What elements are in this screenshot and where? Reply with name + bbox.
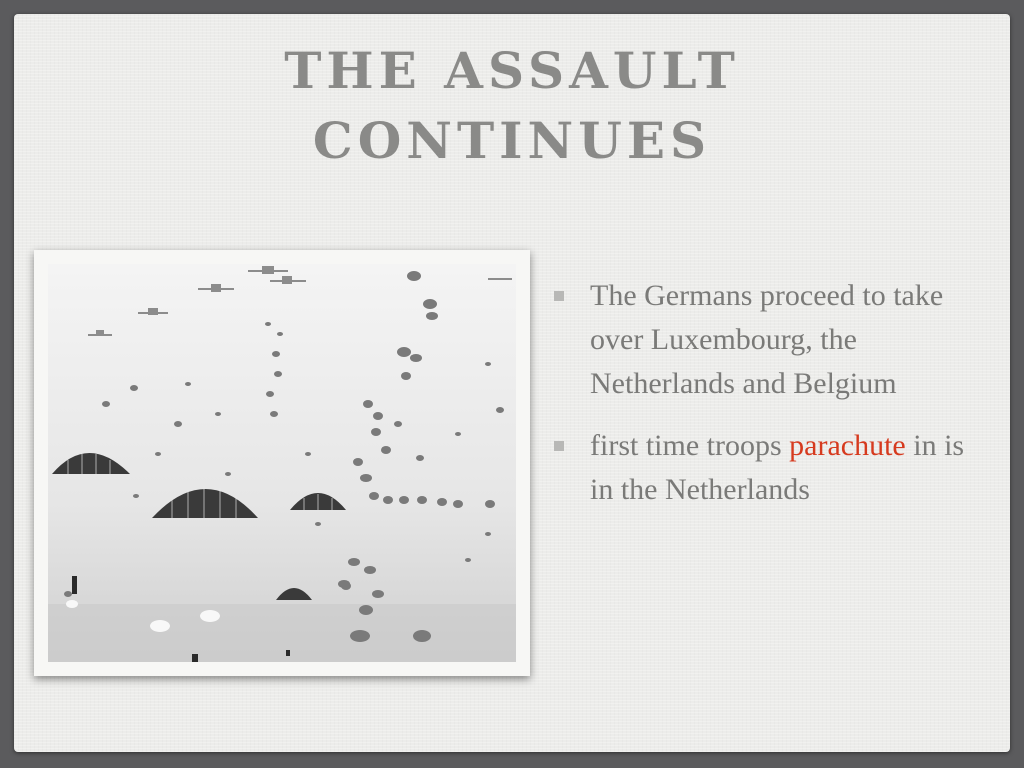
- bullet-square-icon: [554, 291, 564, 301]
- bullet-item-1: [554, 274, 994, 406]
- bullet-square-icon: [554, 441, 564, 451]
- bullet-text-2-after: in is in the Netherlands: [590, 429, 965, 506]
- title-line-2: CONTINUES: [312, 111, 712, 170]
- photo-frame: [34, 250, 530, 676]
- bullet-highlight: parachute: [789, 429, 906, 462]
- bullet-list: [554, 274, 994, 530]
- paratroopers-photo: [48, 264, 516, 662]
- slide: [14, 14, 1010, 752]
- bullet-text-2-before: first time troops: [590, 429, 782, 462]
- title-line-1: THE ASSAULT: [284, 41, 740, 100]
- bullet-item-2: [554, 424, 994, 512]
- slide-title: [14, 36, 1010, 176]
- bullet-text-1: The Germans proceed to take over Luxembourg, the Netherlands and Belgium: [590, 279, 944, 400]
